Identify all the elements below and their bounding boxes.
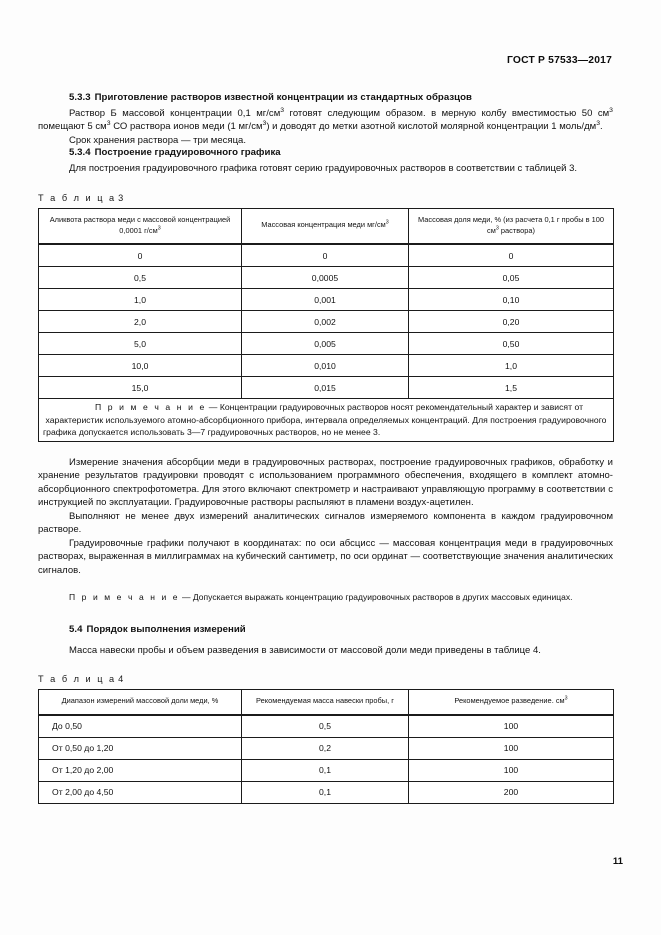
table-cell: 0,5 [39,267,242,289]
paragraph-solution-b [38,107,613,134]
table-3-header-col3 [409,208,614,244]
paragraph-sample-mass: Масса навески пробы и объем разведения в зависимости от массовой доли меди приведены в таблице 4. [69,644,541,656]
table-cell: От 2,00 до 4,50 [39,781,242,803]
paragraph-storage-period: Срок хранения раствора — три месяца. [69,134,247,146]
table-cell: 0,05 [409,267,614,289]
page-content [38,55,613,804]
table-row [39,267,614,289]
text-segment: помещают 5 см [38,121,107,133]
table-cell: 0,1 [242,781,409,803]
text-segment: Аликвота раствора меди с массовой концентрацией 0,0001 г/см [49,214,231,235]
text-segment: Массовая доля меди, % (из расчета 0,1 г пробы в 100 см [417,214,605,235]
table-cell: 0 [242,244,409,267]
table-cell: 0,015 [242,377,409,399]
table-cell: 0,1 [242,759,409,781]
table-cell: 0,20 [409,311,614,333]
note-label: П р и м е ч а н и е [94,402,207,413]
clause-heading-5-4 [38,624,613,637]
paragraph-calibration-graph: Для построения градуировочного графика готовят серию градуировочных растворов в соответствии с таблицей 3. [69,163,578,175]
text-segment: раствора) [498,225,535,235]
table-cell: 0 [39,244,242,267]
table-row [39,355,614,377]
paragraph-two-measurements: Выполняют не менее двух измерений аналитических сигналов измеряемого компонента в каждом градуировочном растворе. [38,510,613,536]
table-caption-number: 4 [118,674,124,685]
table-cell: 0,2 [242,737,409,759]
table-cell: 0,50 [409,333,614,355]
table-3-header-col2 [242,208,409,244]
table-row [39,715,614,738]
table-3-note [39,399,614,442]
superscript: 3 [280,106,285,114]
table-row [39,289,614,311]
superscript: 3 [262,120,267,128]
table-caption-number: 3 [118,192,124,203]
text-segment: готовят следующим образом. в мерную колбу вместимостью 50 см [284,107,610,119]
table-cell: 15,0 [39,377,242,399]
clause-number-5-3-4: 5.3.4 [69,147,91,159]
text-segment: ) и доводят до метки азотной кислотой молярной концентрации 1 моль/дм [266,121,597,133]
paragraph-note-mass-units [38,591,613,603]
table-cell: 0,0005 [242,267,409,289]
table-cell: 0,001 [242,289,409,311]
clause-number-5-3-3: 5.3.3 [69,92,91,103]
table-cell: 1,0 [39,289,242,311]
text-segment: Массовая концентрация меди мг/см [261,220,386,230]
table-cell: 0,005 [242,333,409,355]
table-cell: 0,5 [242,715,409,738]
superscript: 3 [106,120,111,128]
table-4-caption [38,674,613,684]
table-4-header-col1: Диапазон измерений массовой доли меди, % [39,690,242,715]
table-cell: 0 [409,244,614,267]
table-cell: 1,5 [409,377,614,399]
table-3 [38,208,614,442]
table-cell: 5,0 [39,333,242,355]
table-row [39,244,614,267]
table-cell: От 1,20 до 2,00 [39,759,242,781]
clause-title-5-3-3: Приготовление растворов известной концентрации из стандартных образцов [94,92,472,103]
table-4-header-col2: Рекомендуемая масса навески пробы, г [242,690,409,715]
table-cell: 0,10 [409,289,614,311]
table-4-header-col3 [409,690,614,715]
table-caption-word: Т а б л и ц а [38,192,117,203]
table-cell: 100 [409,759,614,781]
clause-heading-5-3-4 [38,147,613,160]
table-4 [38,689,614,804]
table-cell: От 0,50 до 1,20 [39,737,242,759]
table-cell: 2,0 [39,311,242,333]
table-cell: 100 [409,737,614,759]
paragraph-coordinates: Градуировочные графики получают в координатах: по оси абсцисс — массовая концентрация меди в градуировочных растворах, выраженная в миллиграммах на кубический сантиметр, по оси ординат — соответствующие значения аналитических сигналов. [38,537,613,576]
table-cell: До 0,50 [39,715,242,738]
text-segment: Рекомендуемое разведение. см [454,696,565,706]
clause-title-5-4: Порядок выполнения измерений [86,623,246,635]
table-cell: 10,0 [39,355,242,377]
table-row [39,781,614,803]
clause-title-5-3-4: Построение градуировочного графика [94,147,281,159]
table-cell: 200 [409,781,614,803]
superscript: 3 [609,106,613,114]
table-row [39,333,614,355]
superscript: 3 [596,120,601,128]
table-row [39,759,614,781]
table-3-note-row [39,399,614,442]
table-3-header-col1 [39,208,242,244]
table-3-header-row [39,208,614,244]
table-3-body [39,244,614,441]
table-4-header-row [39,690,614,715]
table-row [39,311,614,333]
table-caption-word: Т а б л и ц а [38,674,117,685]
table-cell: 0,010 [242,355,409,377]
page-number: 11 [612,856,623,867]
text-segment: СО раствора ионов меди (1 мг/см [110,121,263,133]
note-label: П р и м е ч а н и е [69,591,180,602]
superscript: 3 [385,219,389,226]
superscript: 3 [564,695,568,702]
table-cell: 0,002 [242,311,409,333]
superscript: 3 [495,225,499,232]
table-4-body [39,715,614,804]
superscript: 3 [157,225,161,232]
note-text: — Допускается выражать концентрацию градуировочных растворов в других массовых единицах. [179,591,573,602]
table-cell: 100 [409,715,614,738]
text-segment: . [600,121,603,133]
table-row [39,377,614,399]
standard-header: ГОСТ Р 57533—2017 [506,55,612,66]
table-row [39,737,614,759]
paragraph-absorption-measurement: Измерение значения абсорбции меди в градуировочных растворах, построение градуировочных графиков, обработку и хранение результатов градуировки проводят с использованием программного обеспечения, входящего в комплект атомно-абсорбционного спектрофотометра. Для этого включают спектрометр и настраивают управляющую программу в соответствии с инструкцией по эксплуатации. Градуировочные растворы распыляют в пламени воздух-ацетилен. [38,456,613,509]
clause-number-5-4: 5.4 [69,623,83,635]
note-text: — Концентрации градуировочных растворов носят рекомендательный характер и зависят от характеристик используемого атомно-абсорбционного прибора, интервала определяемых концентраций. Для построения градуировочного графика допускается использовать 3—7 градуировочных растворов, но не менее 3. [43,402,607,438]
text-segment: Раствор Б массовой концентрации 0,1 мг/см [69,107,281,119]
table-3-caption [38,193,613,203]
table-cell: 1,0 [409,355,614,377]
clause-heading-5-3-3 [38,92,613,105]
